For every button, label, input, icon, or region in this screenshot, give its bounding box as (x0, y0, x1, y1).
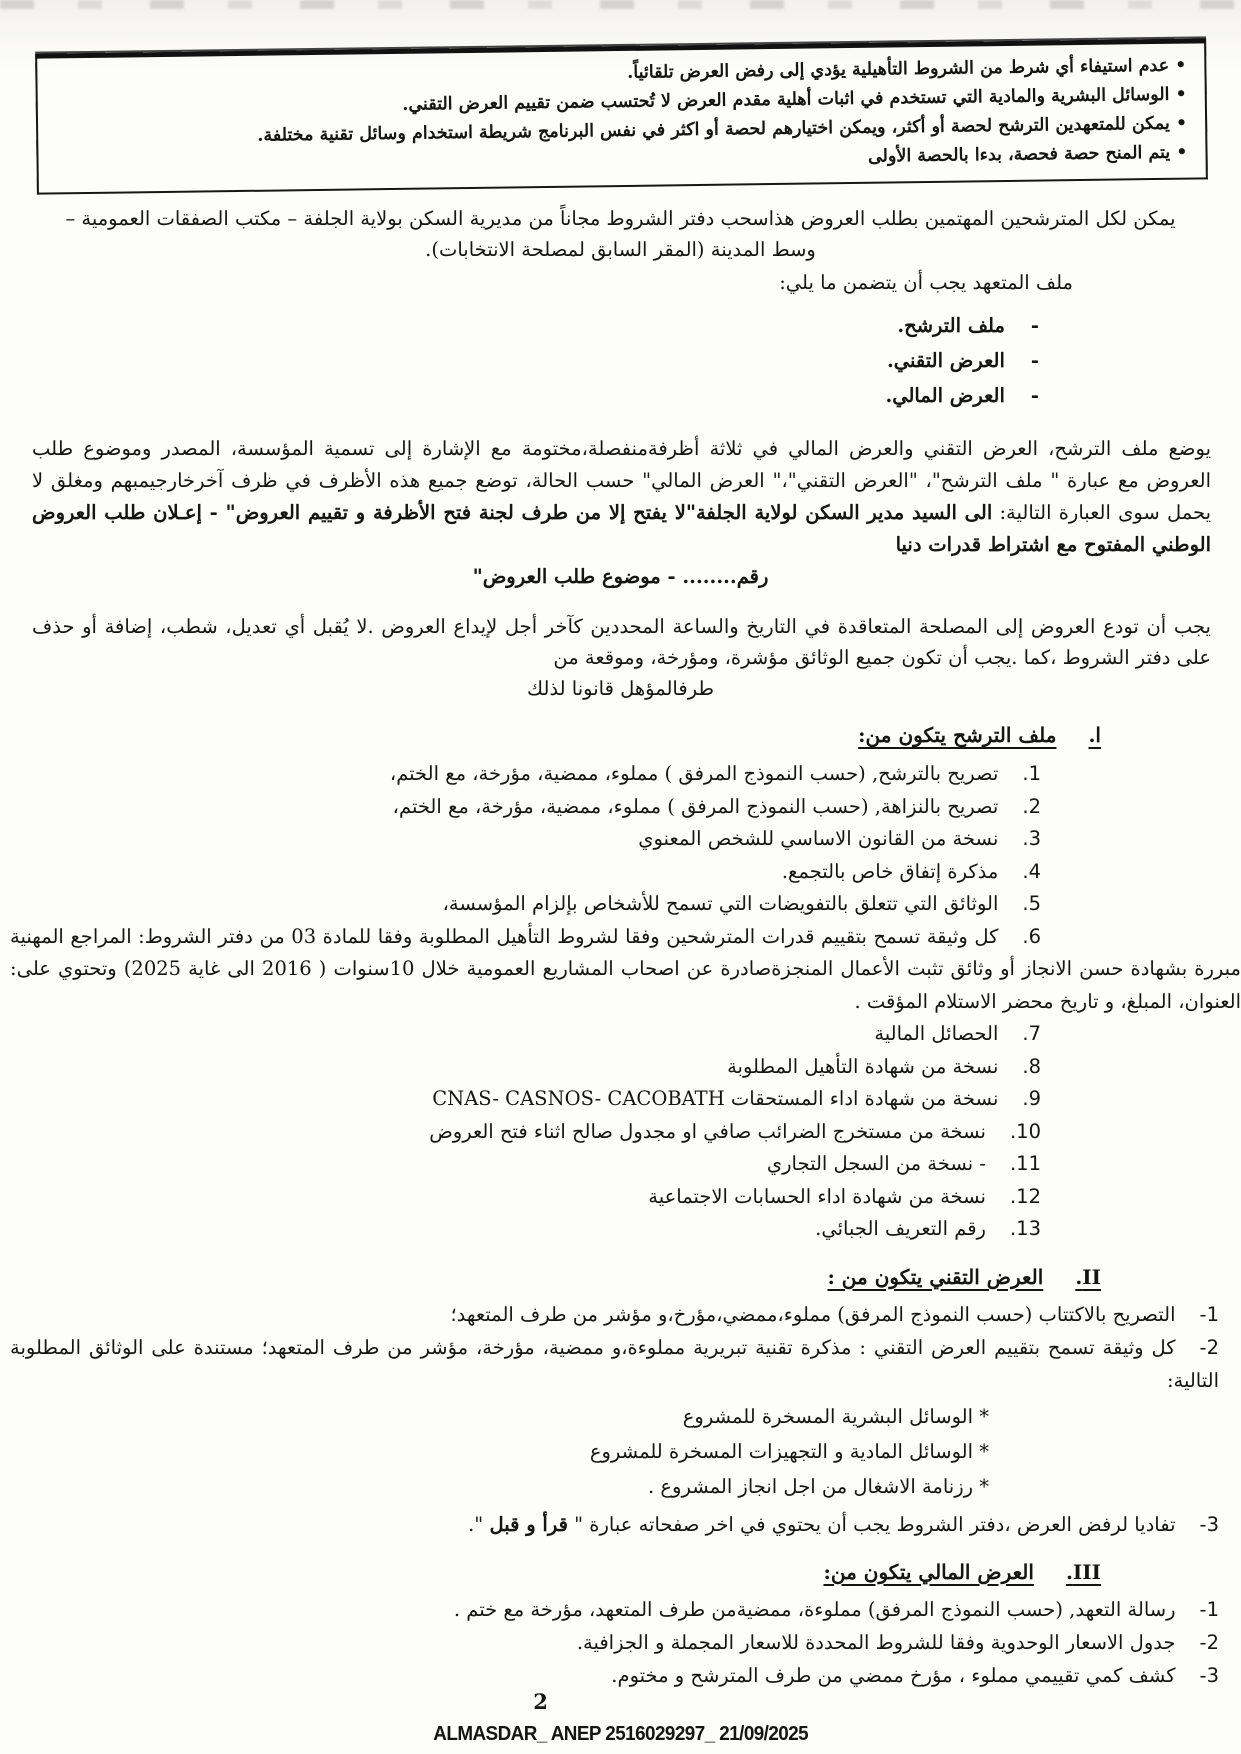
item-number: 7. (1022, 1022, 1041, 1045)
notice-bullet: • يمكن للمتعهدين الترشح لحصة أو أكثر، ويمكن اختيارهم لحصة أو اكثر في نفس البرنامج شريطة استخدام وسائل تقنية مختلفة. (50, 110, 1187, 154)
item-number: 3- (1199, 1663, 1219, 1687)
item-text: كشف كمي تقييمي مملوء ، مؤرخ ممضي من طرف المترشح و مختوم. (611, 1663, 1176, 1687)
dossier-dash-list (0, 308, 1039, 413)
section-title: العرض التقني يتكون من : (827, 1264, 1044, 1289)
list-item (10, 1018, 1041, 1051)
deposit-paragraph-tail: طرفالمؤهل قانونا لذلك (527, 677, 714, 700)
item-number: 5. (1022, 892, 1041, 915)
list-item (10, 758, 1041, 791)
financial-offer-list (0, 1593, 1241, 1692)
section-marker: ا. (1088, 723, 1101, 747)
footer-credit (0, 1722, 1241, 1746)
item-number: 9. (1022, 1087, 1041, 1110)
list-item (10, 823, 1041, 856)
list-item (10, 1626, 1219, 1659)
star-item: * رزنامة الاشغال من اجل انجاز المشروع . (0, 1469, 989, 1504)
star-item: * الوسائل المادية و التجهيزات المسخرة للمشروع (0, 1434, 989, 1469)
item-number: 12. (1009, 1184, 1041, 1208)
item-text: نسخة من القانون الاساسي للشخص المعنوي (638, 827, 999, 850)
list-item (10, 888, 1041, 921)
item-text: مذكرة إتفاق خاص بالتجمع. (781, 859, 999, 883)
section-marker: III. (1065, 1559, 1101, 1584)
item-number: 11. (1009, 1152, 1041, 1175)
dash-item: - ملف الترشح. (0, 308, 1039, 343)
list-item (10, 921, 1241, 1019)
footer-credit-text: ALMASDAR_ ANEP 2516029297_ 21/09/2025 (433, 1722, 808, 1745)
item-text: رسالة التعهد, (حسب النموذج المرفق) مملوءة، ممضيةمن طرف المتعهد، مؤرخة مع ختم . (453, 1597, 1176, 1621)
item-text: تفاديا لرفض العرض ،دفتر الشروط يجب أن يحتوي في اخر صفحاته عبارة " (567, 1512, 1176, 1536)
section-heading-financial-offer (0, 1555, 1101, 1589)
page-number: 2 (533, 1689, 548, 1714)
list-item (10, 856, 1041, 889)
item-number: 8. (1022, 1054, 1041, 1078)
item-number: 2- (1199, 1630, 1219, 1654)
item-number: 10. (1009, 1119, 1041, 1143)
item-number: 4. (1022, 859, 1041, 883)
section-marker: II. (1075, 1264, 1101, 1289)
deposit-paragraph: يجب أن تودع العروض إلى المصلحة المتعاقدة في التاريخ والساعة المحددين كآخر أجل لإيداع العروض .لا يُقبل أي تعديل، شطب، إضافة أو حذف على دفتر الشروط ،كما .يجب أن تكون جميع الوثائق مؤشرة، ومؤرخة، وموقعة من (32, 615, 1211, 669)
item-text: كل وثيقة تسمح بتقييم قدرات المترشحين وفقا لشروط التأهيل المطلوبة وفقا للمادة 03 من دفتر الشروط: المراجع المهنية مبررة بشهادة حسن الانجاز أو وثائق تثبت الأعمال المنجزةصادرة عن اصحاب المشاريع العمومية خلال 10سنوات ( 2016 الى غاية 2025) وتحتوي على: العنوان، المبلغ، و تاريخ محضر الاستلام المؤقت . (10, 924, 1241, 1013)
section-heading-technical-offer (0, 1260, 1101, 1294)
item-text-bold: قرأ و قبل (489, 1512, 568, 1536)
list-item (10, 1213, 1041, 1246)
item-text: الحصائل المالية (874, 1022, 999, 1045)
item-text: - نسخة من السجل التجاري (766, 1152, 986, 1175)
section-heading-candidacy-file (0, 718, 1101, 752)
intro-paragraph: يمكن لكل المترشحين المهتمين بطلب العروض هذاسحب دفتر الشروط مجاناً من مديرية السكن بولاية الجلفة – مكتب الصفقات العمومية – وسط المدينة (المقر السابق لمصلحة الانتخابات). (65, 207, 1176, 261)
envelope-bold-text: الى السيد مدير السكن لولاية الجلفة"لا يفتح إلا من طرف لجنة فتح الأظرفة و تقييم العروض" - إعـلان طلب العروض الوطني المفتوح مع اشتراط قدرات دنيا (32, 501, 1211, 556)
item-text: جدول الاسعار الوحدوية وفقا للشروط المحددة للاسعار المجملة و الجزافية. (576, 1630, 1176, 1654)
item-number: 1- (1199, 1302, 1219, 1326)
notice-box (35, 38, 1208, 194)
item-number: 6. (1022, 924, 1041, 948)
notice-bullet: • عدم استيفاء أي شرط من الشروط التأهيلية يؤدي إلى رفض العرض تلقائياً. (49, 52, 1186, 96)
item-number: 3- (1199, 1512, 1219, 1536)
item-number: 2. (1022, 794, 1041, 818)
envelope-paragraph (32, 433, 1211, 561)
technical-offer-star-list (0, 1399, 989, 1504)
notice-bullet: • يتم المنح حصة فحصة، بدءا بالحصة الأولى (50, 139, 1187, 183)
list-item (10, 1508, 1219, 1541)
section-title: العرض المالي يتكون من: (823, 1559, 1034, 1584)
item-text: نسخة من شهادة التأهيل المطلوبة (727, 1054, 999, 1078)
dossier-lead-in: ملف المتعهد يجب أن يتضمن ما يلي: (779, 271, 1073, 294)
scan-artifact-top (0, 0, 1241, 9)
item-number: 2- (1199, 1335, 1219, 1359)
candidacy-file-list (0, 758, 1241, 1246)
list-item (10, 1148, 1041, 1181)
technical-offer-list-cont (0, 1508, 1241, 1541)
item-text: الوثائق التي تتعلق بالتفويضات التي تسمح للأشخاص بإلزام المؤسسة، (442, 892, 999, 915)
item-text: التصريح بالاكتتاب (حسب النموذج المرفق) مملوء،ممضي،مؤرخ،و مؤشر من طرف المتعهد؛ (450, 1302, 1176, 1326)
dash-item: - العرض التقني. (0, 343, 1039, 378)
list-item (10, 1181, 1041, 1214)
list-item (10, 1298, 1219, 1331)
list-item (10, 1593, 1219, 1626)
item-text: نسخة من شهادة اداء المستحقات CNAS- CASNOS- CACOBATH (432, 1087, 999, 1110)
item-text: تصريح بالنزاهة, (حسب النموذج المرفق ) مملوء، ممضية، مؤرخة، مع الختم، (392, 794, 999, 818)
list-item (10, 1116, 1041, 1149)
notice-bullet: • الوسائل البشرية والمادية التي تستخدم في اثبات أهلية مقدم العرض لا تُحتسب ضمن تقييم العرض التقني. (50, 81, 1187, 125)
dash-item: - العرض المالي. (0, 378, 1039, 413)
item-text: نسخة من شهادة اداء الحسابات الاجتماعية (648, 1184, 986, 1208)
item-number: 3. (1022, 827, 1041, 850)
item-text: كل وثيقة تسمح بتقييم العرض التقني : مذكرة تقنية تبريرية مملوءة،و ممضية، مؤرخة، مؤشر من طرف المتعهد؛ مستندة على الوثائق المطلوبة التالية: (10, 1335, 1219, 1392)
technical-offer-list (0, 1298, 1241, 1397)
envelope-subject-line: رقم........ - موضوع طلب العروض" (472, 565, 769, 588)
list-item (10, 1659, 1219, 1692)
list-item (10, 1083, 1041, 1116)
list-item (10, 1331, 1219, 1397)
list-item (10, 1051, 1041, 1084)
item-number: 13. (1009, 1217, 1041, 1240)
star-item: * الوسائل البشرية المسخرة للمشروع (0, 1399, 989, 1434)
item-number: 1- (1199, 1597, 1219, 1621)
section-title: ملف الترشح يتكون من: (858, 723, 1057, 747)
envelope-text: يوضع ملف الترشح، العرض التقني والعرض المالي في ثلاثة أظرفةمنفصلة،مختومة مع الإشارة إلى تسمية المؤسسة، المصدر وموضوع طلب العروض مع عبارة " ملف الترشح"، "العرض التقني"،" العرض المالي" حسب الحالة، توضع جميع هذه الأظرف في ظرف آخرخارجيمبهم ومغلق لا يحمل سوى العبارة التالية: (32, 437, 1212, 524)
item-text: ". (468, 1512, 490, 1536)
item-text: نسخة من مستخرج الضرائب صافي او مجدول صالح اثناء فتح العروض (429, 1119, 986, 1143)
item-text: تصريح بالترشح, (حسب النموذج المرفق ) مملوء، ممضية، مؤرخة، مع الختم، (389, 762, 999, 785)
list-item (10, 791, 1041, 824)
item-number: 1. (1022, 762, 1041, 785)
item-text: رقم التعريف الجبائي. (815, 1217, 986, 1240)
